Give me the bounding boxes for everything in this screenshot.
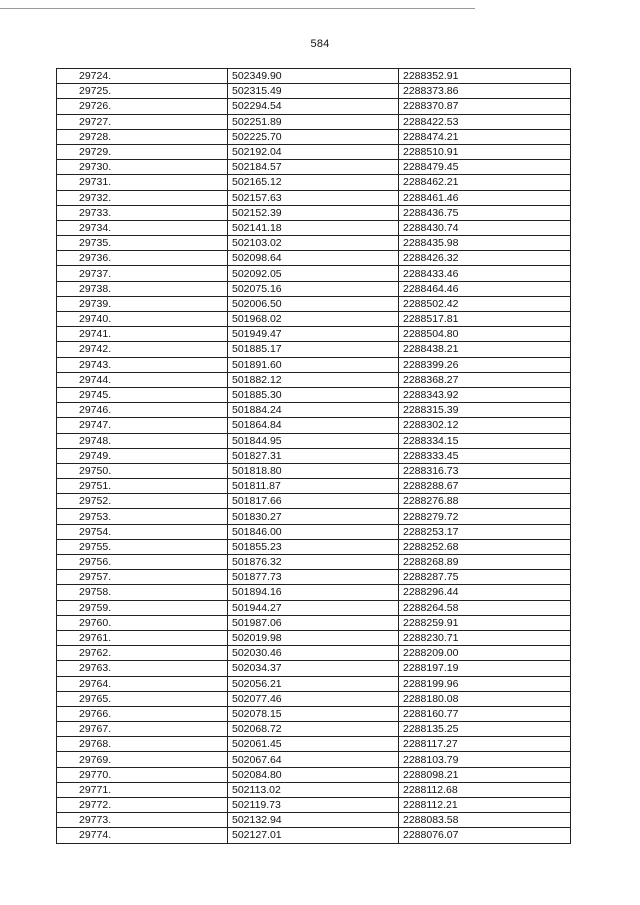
x-coordinate-cell: 502067.64 <box>228 752 399 767</box>
table-row <box>57 99 571 114</box>
point-number-cell: 29731. <box>57 175 228 190</box>
point-number-cell: 29769. <box>57 752 228 767</box>
x-coordinate-cell: 502251.89 <box>228 114 399 129</box>
y-coordinate-cell: 2288464.46 <box>399 281 571 296</box>
table-row <box>57 570 571 585</box>
y-coordinate-cell: 2288135.25 <box>399 722 571 737</box>
x-coordinate-cell: 502103.02 <box>228 236 399 251</box>
y-coordinate-cell: 2288268.89 <box>399 555 571 570</box>
table-row <box>57 615 571 630</box>
table-row <box>57 69 571 84</box>
table-row <box>57 327 571 342</box>
y-coordinate-cell: 2288160.77 <box>399 706 571 721</box>
table-row <box>57 387 571 402</box>
table-row <box>57 175 571 190</box>
x-coordinate-cell: 502068.72 <box>228 722 399 737</box>
x-coordinate-cell: 502119.73 <box>228 798 399 813</box>
x-coordinate-cell: 502192.04 <box>228 144 399 159</box>
x-coordinate-cell: 501811.87 <box>228 479 399 494</box>
x-coordinate-cell: 501855.23 <box>228 539 399 554</box>
point-number-cell: 29741. <box>57 327 228 342</box>
y-coordinate-cell: 2288517.81 <box>399 312 571 327</box>
table-row <box>57 296 571 311</box>
table-row <box>57 509 571 524</box>
point-number-cell: 29739. <box>57 296 228 311</box>
table-row <box>57 585 571 600</box>
point-number-cell: 29738. <box>57 281 228 296</box>
point-number-cell: 29733. <box>57 205 228 220</box>
point-number-cell: 29768. <box>57 737 228 752</box>
y-coordinate-cell: 2288502.42 <box>399 296 571 311</box>
table-row <box>57 433 571 448</box>
y-coordinate-cell: 2288435.98 <box>399 236 571 251</box>
table-row <box>57 160 571 175</box>
x-coordinate-cell: 501827.31 <box>228 448 399 463</box>
y-coordinate-cell: 2288315.39 <box>399 403 571 418</box>
x-coordinate-cell: 502098.64 <box>228 251 399 266</box>
x-coordinate-cell: 501864.84 <box>228 418 399 433</box>
x-coordinate-cell: 502127.01 <box>228 828 399 843</box>
y-coordinate-cell: 2288370.87 <box>399 99 571 114</box>
x-coordinate-cell: 502225.70 <box>228 129 399 144</box>
point-number-cell: 29744. <box>57 372 228 387</box>
y-coordinate-cell: 2288180.08 <box>399 691 571 706</box>
page-number: 584 <box>310 38 330 50</box>
y-coordinate-cell: 2288253.17 <box>399 524 571 539</box>
point-number-cell: 29764. <box>57 676 228 691</box>
x-coordinate-cell: 502061.45 <box>228 737 399 752</box>
x-coordinate-cell: 501987.06 <box>228 615 399 630</box>
y-coordinate-cell: 2288426.32 <box>399 251 571 266</box>
table-row <box>57 479 571 494</box>
x-coordinate-cell: 501885.17 <box>228 342 399 357</box>
y-coordinate-cell: 2288430.74 <box>399 220 571 235</box>
point-number-cell: 29763. <box>57 661 228 676</box>
y-coordinate-cell: 2288252.68 <box>399 539 571 554</box>
point-number-cell: 29724. <box>57 69 228 84</box>
x-coordinate-cell: 502077.46 <box>228 691 399 706</box>
y-coordinate-cell: 2288438.21 <box>399 342 571 357</box>
point-number-cell: 29760. <box>57 615 228 630</box>
y-coordinate-cell: 2288461.46 <box>399 190 571 205</box>
x-coordinate-cell: 502056.21 <box>228 676 399 691</box>
x-coordinate-cell: 501885.30 <box>228 387 399 402</box>
table-row <box>57 661 571 676</box>
point-number-cell: 29734. <box>57 220 228 235</box>
x-coordinate-cell: 502294.54 <box>228 99 399 114</box>
table-row <box>57 312 571 327</box>
table-row <box>57 555 571 570</box>
table-row <box>57 281 571 296</box>
y-coordinate-cell: 2288264.58 <box>399 600 571 615</box>
point-number-cell: 29740. <box>57 312 228 327</box>
y-coordinate-cell: 2288474.21 <box>399 129 571 144</box>
x-coordinate-cell: 502157.63 <box>228 190 399 205</box>
y-coordinate-cell: 2288259.91 <box>399 615 571 630</box>
table-row <box>57 372 571 387</box>
x-coordinate-cell: 502075.16 <box>228 281 399 296</box>
table-row <box>57 630 571 645</box>
y-coordinate-cell: 2288288.67 <box>399 479 571 494</box>
x-coordinate-cell: 501817.66 <box>228 494 399 509</box>
x-coordinate-cell: 502092.05 <box>228 266 399 281</box>
table-row <box>57 706 571 721</box>
y-coordinate-cell: 2288199.96 <box>399 676 571 691</box>
y-coordinate-cell: 2288103.79 <box>399 752 571 767</box>
x-coordinate-cell: 501884.24 <box>228 403 399 418</box>
point-number-cell: 29757. <box>57 570 228 585</box>
table-row <box>57 828 571 843</box>
x-coordinate-cell: 501944.27 <box>228 600 399 615</box>
x-coordinate-cell: 502349.90 <box>228 69 399 84</box>
x-coordinate-cell: 502152.39 <box>228 205 399 220</box>
y-coordinate-cell: 2288076.07 <box>399 828 571 843</box>
point-number-cell: 29748. <box>57 433 228 448</box>
y-coordinate-cell: 2288302.12 <box>399 418 571 433</box>
x-coordinate-cell: 501949.47 <box>228 327 399 342</box>
point-number-cell: 29752. <box>57 494 228 509</box>
x-coordinate-cell: 501891.60 <box>228 357 399 372</box>
y-coordinate-cell: 2288296.44 <box>399 585 571 600</box>
x-coordinate-cell: 502006.50 <box>228 296 399 311</box>
x-coordinate-cell: 502132.94 <box>228 813 399 828</box>
y-coordinate-cell: 2288352.91 <box>399 69 571 84</box>
point-number-cell: 29728. <box>57 129 228 144</box>
table-row <box>57 798 571 813</box>
x-coordinate-cell: 502034.37 <box>228 661 399 676</box>
point-number-cell: 29745. <box>57 387 228 402</box>
table-row <box>57 190 571 205</box>
x-coordinate-cell: 501894.16 <box>228 585 399 600</box>
point-number-cell: 29765. <box>57 691 228 706</box>
point-number-cell: 29759. <box>57 600 228 615</box>
table-row <box>57 463 571 478</box>
point-number-cell: 29771. <box>57 782 228 797</box>
table-row <box>57 752 571 767</box>
x-coordinate-cell: 501882.12 <box>228 372 399 387</box>
table-row <box>57 84 571 99</box>
x-coordinate-cell: 502184.57 <box>228 160 399 175</box>
point-number-cell: 29758. <box>57 585 228 600</box>
table-row <box>57 236 571 251</box>
y-coordinate-cell: 2288373.86 <box>399 84 571 99</box>
x-coordinate-cell: 502078.15 <box>228 706 399 721</box>
table-row <box>57 646 571 661</box>
point-number-cell: 29727. <box>57 114 228 129</box>
y-coordinate-cell: 2288510.91 <box>399 144 571 159</box>
table-row <box>57 722 571 737</box>
point-number-cell: 29747. <box>57 418 228 433</box>
point-number-cell: 29751. <box>57 479 228 494</box>
point-number-cell: 29730. <box>57 160 228 175</box>
point-number-cell: 29725. <box>57 84 228 99</box>
x-coordinate-cell: 501876.32 <box>228 555 399 570</box>
point-number-cell: 29753. <box>57 509 228 524</box>
y-coordinate-cell: 2288504.80 <box>399 327 571 342</box>
y-coordinate-cell: 2288399.26 <box>399 357 571 372</box>
x-coordinate-cell: 501877.73 <box>228 570 399 585</box>
point-number-cell: 29774. <box>57 828 228 843</box>
table-row <box>57 251 571 266</box>
y-coordinate-cell: 2288287.75 <box>399 570 571 585</box>
point-number-cell: 29773. <box>57 813 228 828</box>
table-row <box>57 205 571 220</box>
point-number-cell: 29755. <box>57 539 228 554</box>
table-row <box>57 524 571 539</box>
y-coordinate-cell: 2288436.75 <box>399 205 571 220</box>
table-row <box>57 114 571 129</box>
point-number-cell: 29736. <box>57 251 228 266</box>
table-row <box>57 813 571 828</box>
table-row <box>57 448 571 463</box>
x-coordinate-cell: 502113.02 <box>228 782 399 797</box>
x-coordinate-cell: 502019.98 <box>228 630 399 645</box>
header-rule <box>0 8 475 9</box>
x-coordinate-cell: 502165.12 <box>228 175 399 190</box>
table-row <box>57 144 571 159</box>
table-row <box>57 691 571 706</box>
y-coordinate-cell: 2288422.53 <box>399 114 571 129</box>
table-row <box>57 676 571 691</box>
y-coordinate-cell: 2288197.19 <box>399 661 571 676</box>
point-number-cell: 29726. <box>57 99 228 114</box>
y-coordinate-cell: 2288279.72 <box>399 509 571 524</box>
y-coordinate-cell: 2288112.68 <box>399 782 571 797</box>
x-coordinate-cell: 501844.95 <box>228 433 399 448</box>
coordinates-table <box>56 68 571 844</box>
y-coordinate-cell: 2288209.00 <box>399 646 571 661</box>
table-row <box>57 418 571 433</box>
y-coordinate-cell: 2288333.45 <box>399 448 571 463</box>
x-coordinate-cell: 502084.80 <box>228 767 399 782</box>
point-number-cell: 29762. <box>57 646 228 661</box>
point-number-cell: 29742. <box>57 342 228 357</box>
y-coordinate-cell: 2288316.73 <box>399 463 571 478</box>
point-number-cell: 29756. <box>57 555 228 570</box>
table-row <box>57 494 571 509</box>
x-coordinate-cell: 501968.02 <box>228 312 399 327</box>
point-number-cell: 29732. <box>57 190 228 205</box>
table-row <box>57 737 571 752</box>
y-coordinate-cell: 2288462.21 <box>399 175 571 190</box>
y-coordinate-cell: 2288112.21 <box>399 798 571 813</box>
point-number-cell: 29743. <box>57 357 228 372</box>
y-coordinate-cell: 2288276.88 <box>399 494 571 509</box>
point-number-cell: 29750. <box>57 463 228 478</box>
table-row <box>57 539 571 554</box>
y-coordinate-cell: 2288083.58 <box>399 813 571 828</box>
table-row <box>57 129 571 144</box>
point-number-cell: 29735. <box>57 236 228 251</box>
y-coordinate-cell: 2288117.27 <box>399 737 571 752</box>
point-number-cell: 29729. <box>57 144 228 159</box>
table-row <box>57 403 571 418</box>
y-coordinate-cell: 2288368.27 <box>399 372 571 387</box>
y-coordinate-cell: 2288433.46 <box>399 266 571 281</box>
x-coordinate-cell: 501830.27 <box>228 509 399 524</box>
point-number-cell: 29772. <box>57 798 228 813</box>
table-row <box>57 782 571 797</box>
y-coordinate-cell: 2288343.92 <box>399 387 571 402</box>
table-row <box>57 600 571 615</box>
y-coordinate-cell: 2288479.45 <box>399 160 571 175</box>
x-coordinate-cell: 501818.80 <box>228 463 399 478</box>
table-row <box>57 342 571 357</box>
y-coordinate-cell: 2288230.71 <box>399 630 571 645</box>
point-number-cell: 29766. <box>57 706 228 721</box>
point-number-cell: 29749. <box>57 448 228 463</box>
point-number-cell: 29746. <box>57 403 228 418</box>
point-number-cell: 29767. <box>57 722 228 737</box>
table-row <box>57 220 571 235</box>
table-row <box>57 266 571 281</box>
point-number-cell: 29737. <box>57 266 228 281</box>
table-row <box>57 767 571 782</box>
x-coordinate-cell: 502315.49 <box>228 84 399 99</box>
y-coordinate-cell: 2288098.21 <box>399 767 571 782</box>
point-number-cell: 29761. <box>57 630 228 645</box>
y-coordinate-cell: 2288334.15 <box>399 433 571 448</box>
point-number-cell: 29754. <box>57 524 228 539</box>
x-coordinate-cell: 501846.00 <box>228 524 399 539</box>
point-number-cell: 29770. <box>57 767 228 782</box>
table-row <box>57 357 571 372</box>
coordinates-table-body <box>57 69 571 844</box>
x-coordinate-cell: 502030.46 <box>228 646 399 661</box>
x-coordinate-cell: 502141.18 <box>228 220 399 235</box>
